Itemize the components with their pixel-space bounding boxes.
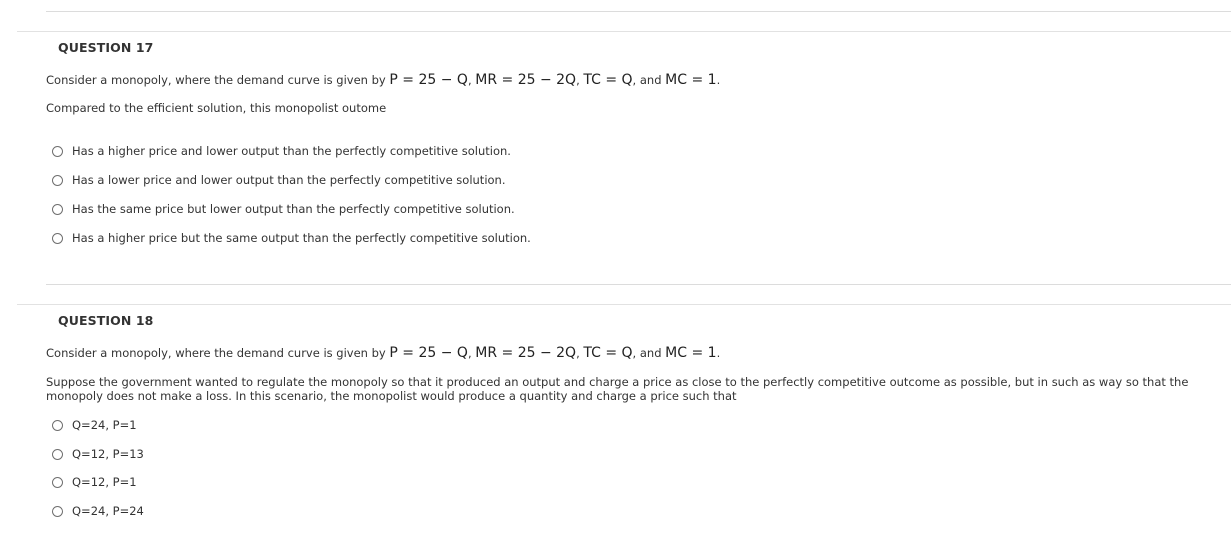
equation-total-cost: TC = Q: [583, 345, 633, 361]
radio-button[interactable]: [52, 506, 63, 517]
radio-button[interactable]: [52, 233, 63, 244]
question-18: [17, 304, 1231, 547]
answer-label[interactable]: Has a lower price and lower output than the perfectly competitive solution.: [72, 173, 506, 187]
radio-button[interactable]: [52, 420, 63, 431]
answer-option[interactable]: [52, 503, 144, 519]
question-title: QUESTION 17: [58, 40, 154, 55]
radio-button[interactable]: [52, 449, 63, 460]
equation-marginal-revenue: MR = 25 − 2Q: [475, 72, 577, 88]
answer-option[interactable]: [52, 201, 515, 217]
radio-button[interactable]: [52, 146, 63, 157]
answer-label[interactable]: Has a higher price and lower output than the perfectly competitive solution.: [72, 144, 511, 158]
answer-option[interactable]: [52, 172, 506, 188]
answer-label[interactable]: Q=24, P=1: [72, 418, 137, 432]
answer-option[interactable]: [52, 417, 137, 433]
answer-option[interactable]: [52, 446, 144, 462]
answer-label[interactable]: Q=24, P=24: [72, 504, 144, 518]
equation-marginal-revenue: MR = 25 − 2Q: [475, 345, 577, 361]
equation-marginal-cost: MC = 1: [665, 72, 717, 88]
equation-total-cost: TC = Q: [583, 72, 633, 88]
answer-option[interactable]: [52, 230, 531, 246]
top-divider: [46, 11, 1231, 12]
question-prompt: Compared to the efficient solution, this monopolist outome: [46, 101, 387, 115]
answer-label[interactable]: Has the same price but lower output than the perfectly competitive solution.: [72, 202, 515, 216]
answer-label[interactable]: Q=12, P=13: [72, 447, 144, 461]
question-prompt: Suppose the government wanted to regulate the monopoly so that it produced an output and charge a price as close to the perfectly competitive outcome as possible, but in such as way so that the monopoly does not make a loss. In this scenario, the monopolist would produce a quantity and charge a price such that: [46, 375, 1189, 403]
answer-label[interactable]: Has a higher price but the same output than the perfectly competitive solution.: [72, 231, 531, 245]
question-stem: Consider a monopoly, where the demand curve is given by P = 25 − Q, MR = 25 − 2Q, TC = Q, and MC = 1.: [46, 72, 721, 88]
equation-demand: P = 25 − Q: [389, 72, 468, 88]
answer-option[interactable]: [52, 143, 511, 159]
equation-marginal-cost: MC = 1: [665, 345, 717, 361]
question-title: QUESTION 18: [58, 313, 154, 328]
answer-option[interactable]: [52, 474, 137, 490]
question-stem: Consider a monopoly, where the demand curve is given by P = 25 − Q, MR = 25 − 2Q, TC = Q, and MC = 1.: [46, 345, 721, 361]
stem-and: and: [639, 73, 662, 87]
section-divider: [46, 284, 1231, 285]
question-17: [17, 31, 1231, 262]
stem-text: Consider a monopoly, where the demand curve is given by: [46, 346, 386, 360]
stem-text: Consider a monopoly, where the demand curve is given by: [46, 73, 386, 87]
radio-button[interactable]: [52, 175, 63, 186]
equation-demand: P = 25 − Q: [389, 345, 468, 361]
radio-button[interactable]: [52, 477, 63, 488]
answer-label[interactable]: Q=12, P=1: [72, 475, 137, 489]
radio-button[interactable]: [52, 204, 63, 215]
stem-and: and: [639, 346, 662, 360]
